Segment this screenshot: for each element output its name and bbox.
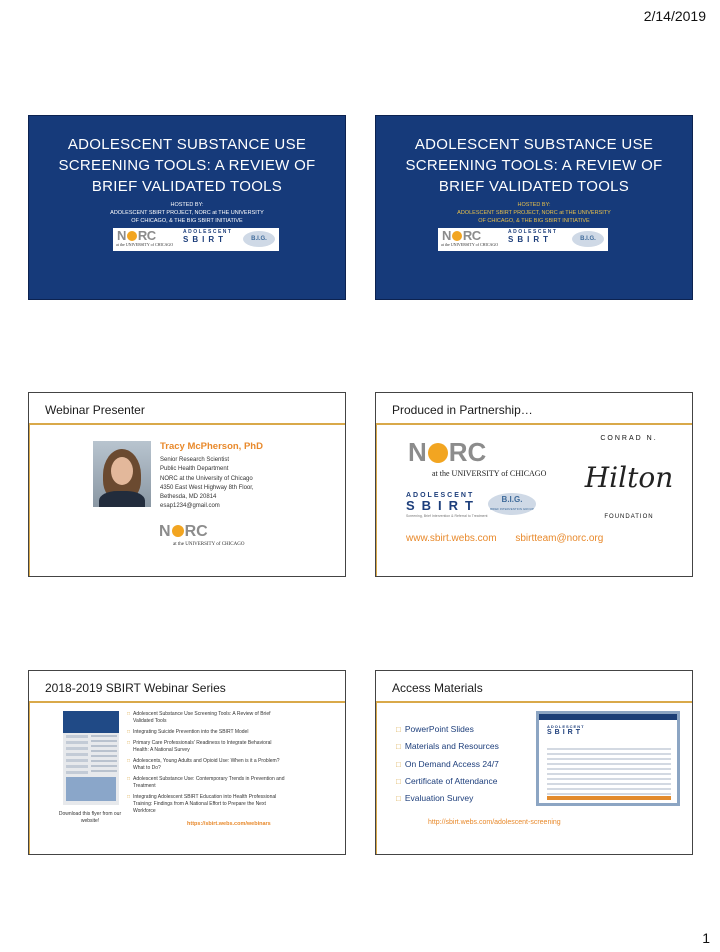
presenter-city: Bethesda, MD 20814 <box>160 494 217 501</box>
norc-logo: N RC <box>117 228 156 243</box>
norc-o-icon <box>172 525 184 537</box>
hosted-by-text <box>376 201 692 225</box>
partner-logo-strip <box>438 228 608 251</box>
hosted-line: OF CHICAGO, & THE BIG SBIRT INITIATIVE <box>131 218 243 224</box>
slide-title <box>376 134 692 197</box>
list-item: □ Integrating Adolescent SBIRT Education into Health Professional Training: Findings from A National Effort to Prepare the Next Workforce <box>127 794 287 815</box>
website-screenshot <box>536 711 680 806</box>
title-line: BRIEF VALIDATED TOOLS <box>438 178 630 195</box>
slide-heading: Webinar Presenter <box>45 403 145 417</box>
partner-logo-strip <box>113 228 279 251</box>
list-item: □ Adolescent Substance Use Screening Tools: A Review of Brief Validated Tools <box>127 711 287 725</box>
website-link[interactable]: www.sbirt.webs.com <box>406 533 497 544</box>
page-number: 1 <box>702 930 710 946</box>
heading-rule <box>29 701 345 703</box>
norc-logo: N RC <box>408 437 487 467</box>
hosted-by-label: HOSTED BY: <box>517 202 551 208</box>
list-item: □ Certificate of Attendance <box>396 773 499 790</box>
email-link[interactable]: sbirtteam@norc.org <box>515 533 604 544</box>
title-line: SCREENING TOOLS: A REVIEW OF <box>58 157 316 174</box>
hosted-line: ADOLESCENT SBIRT PROJECT, NORC at THE UNIVERSITY <box>457 210 611 216</box>
norc-o-icon <box>127 231 137 241</box>
list-item: □ Adolescent Substance Use: Contemporary Trends in Prevention and Treatment <box>127 776 287 790</box>
webinar-series-slide <box>28 670 346 855</box>
side-rule <box>376 703 377 854</box>
flyer-thumbnail <box>63 711 119 805</box>
presenter-email: esap1234@gmail.com <box>160 503 220 510</box>
presenter-org: NORC at the University of Chicago <box>160 475 253 482</box>
slide-heading: Produced in Partnership… <box>392 403 533 417</box>
side-rule <box>29 425 30 576</box>
presenter-title: Senior Research Scientist <box>160 457 230 463</box>
webinars-link[interactable]: https://sbirt.webs.com/webinars <box>187 821 271 827</box>
big-logo: B.I.G. BRIEF INTERVENTION GROUP <box>488 493 536 515</box>
side-rule <box>29 703 30 854</box>
big-logo: B.I.G. <box>572 231 604 247</box>
title-slide-2 <box>375 115 693 300</box>
presenter-photo <box>93 441 151 507</box>
list-item: □ On Demand Access 24/7 <box>396 756 499 773</box>
partnership-slide <box>375 392 693 577</box>
slide-heading: Access Materials <box>392 681 483 695</box>
norc-logo: N RC <box>442 228 481 243</box>
presenter-slide <box>28 392 346 577</box>
list-item: □ Adolescents, Young Adults and Opioid Use: When is it a Problem? What to Do? <box>127 758 287 772</box>
hosted-line: OF CHICAGO, & THE BIG SBIRT INITIATIVE <box>478 218 590 224</box>
heading-rule <box>29 423 345 425</box>
hilton-foundation-logo: CONRAD N. Hilton FOUNDATION <box>584 435 674 520</box>
heading-rule <box>376 423 692 425</box>
uchicago-text: at the UNIVERSITY of CHICAGO <box>432 469 547 478</box>
norc-o-icon <box>428 443 448 463</box>
title-line: ADOLESCENT SUBSTANCE USE <box>67 136 307 153</box>
adolescent-sbirt-logo: ADOLESCENT SBIRT Screening, Brief Intervention & Referral to Treatment <box>406 492 488 518</box>
title-line: ADOLESCENT SUBSTANCE USE <box>414 136 654 153</box>
list-item: □ Evaluation Survey <box>396 790 499 807</box>
list-item: □ Primary Care Professionals' Readiness to Integrate Behavioral Health: A National Survey <box>127 740 287 754</box>
uchicago-text: at the UNIVERSITY of CHICAGO <box>441 242 499 247</box>
hosted-by-text <box>29 201 345 225</box>
list-item: □ Materials and Resources <box>396 738 499 755</box>
uchicago-text: at the UNIVERSITY of CHICAGO <box>173 542 245 547</box>
adolescent-sbirt-logo: ADOLESCENT SBIRT <box>183 229 233 244</box>
presenter-details <box>160 456 254 512</box>
materials-link[interactable]: http://sbirt.webs.com/adolescent-screening <box>428 819 561 826</box>
adolescent-sbirt-logo: ADOLESCENT SBIRT <box>508 229 558 244</box>
slide-heading: 2018-2019 SBIRT Webinar Series <box>45 681 226 695</box>
presenter-address: 4350 East West Highway 8th Floor, <box>160 484 254 491</box>
presenter-department: Public Health Department <box>160 466 229 473</box>
norc-logo: N RC <box>159 523 208 540</box>
webinar-list <box>127 711 287 819</box>
materials-list <box>396 721 499 807</box>
hosted-by-label: HOSTED BY: <box>170 202 204 208</box>
title-slide-1 <box>28 115 346 300</box>
title-line: BRIEF VALIDATED TOOLS <box>91 178 283 195</box>
list-item: □ PowerPoint Slides <box>396 721 499 738</box>
presenter-name: Tracy McPherson, PhD <box>160 441 263 452</box>
uchicago-text: at the UNIVERSITY of CHICAGO <box>116 242 174 247</box>
heading-rule <box>376 701 692 703</box>
page-date: 2/14/2019 <box>643 8 706 24</box>
norc-o-icon <box>452 231 462 241</box>
slide-title <box>29 134 345 197</box>
list-item: □ Integrating Suicide Prevention into the SBIRT Model <box>127 729 287 736</box>
hosted-line: ADOLESCENT SBIRT PROJECT, NORC at THE UNIVERSITY <box>110 210 264 216</box>
flyer-caption: Download this flyer from our website! <box>58 811 122 824</box>
big-logo: B.I.G. <box>243 231 275 247</box>
title-line: SCREENING TOOLS: A REVIEW OF <box>405 157 663 174</box>
adolescent-sbirt-logo: ADOLESCENT SBIRT <box>547 724 585 736</box>
access-materials-slide <box>375 670 693 855</box>
partner-links <box>406 533 617 544</box>
side-rule <box>376 425 377 576</box>
